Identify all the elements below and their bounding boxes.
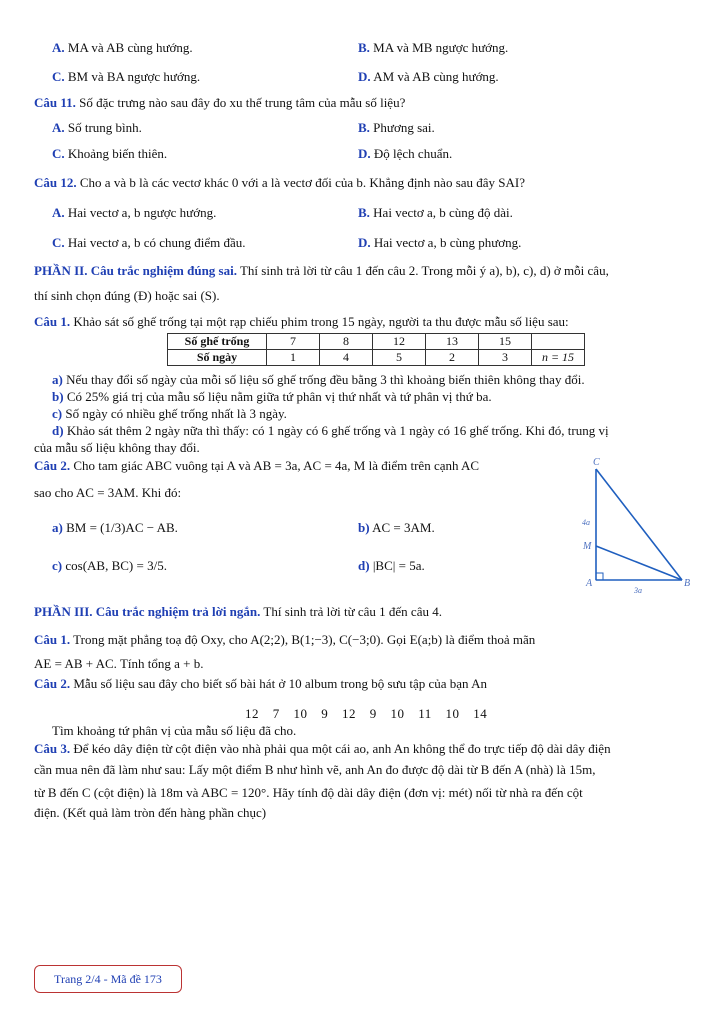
table-cell: 4 — [320, 350, 373, 366]
frequency-table — [167, 333, 585, 366]
page-footer: Trang 2/4 - Mã đề 173 — [34, 965, 182, 993]
statement-text: Có 25% giá trị của mẫu số liệu nằm giữa tứ phân vị thứ nhất và tứ phân vị thứ ba. — [66, 389, 492, 404]
triangle-figure — [578, 455, 703, 597]
p2q2-statement-c — [52, 558, 167, 574]
question-label: Câu 2. — [34, 676, 71, 691]
vertex-c-label: C — [593, 457, 600, 468]
option-label: D. — [358, 235, 371, 250]
option-text: BM và BA ngược hướng. — [67, 69, 201, 84]
q10-option-d — [358, 69, 499, 85]
question-text: Cho a và b là các vectơ khác 0 với a là vectơ đối của b. Khẳng định nào sau đây SAI? — [79, 175, 526, 190]
statement-label: b) — [52, 389, 64, 404]
p2q2-statement-a — [52, 520, 178, 536]
question-text: Khảo sát số ghế trống tại một rạp chiếu phim trong 15 ngày, người ta thu được mẫu số liệu sau: — [73, 314, 569, 329]
statement-text: Nếu thay đổi số ngày của mỗi số liệu số ghế trống đều bằng 3 thì khoảng biến thiên không thay đổi. — [66, 372, 585, 387]
question-label: Câu 3. — [34, 741, 71, 756]
statement-text: AC = 3AM. — [372, 520, 435, 535]
table-header-cell: Số ghế trống — [168, 334, 267, 350]
p3q3-line-3: từ B đến C (cột điện) là 18m và ABC = 120°. Hãy tính độ dài dây điện (đơn vị: mét) nối từ nhà ra đến cột — [34, 785, 583, 800]
statement-label: c) — [52, 558, 63, 573]
option-text: Hai vectơ a, b có chung điểm đầu. — [67, 235, 246, 250]
table-cell: 8 — [320, 334, 373, 350]
p3q3-line-4: điện. (Kết quả làm tròn đến hàng phần chục) — [34, 805, 267, 820]
q11-option-d — [358, 146, 452, 162]
vertex-b-label: B — [684, 578, 691, 589]
statement-text: cos(AB, BC) = 3/5. — [65, 558, 167, 573]
vertex-m-label: M — [583, 541, 592, 552]
p2q1-stem — [34, 314, 705, 330]
option-label: B. — [358, 40, 370, 55]
section-intro: Thí sinh trả lời từ câu 1 đến câu 4. — [263, 604, 442, 619]
option-label: D. — [358, 69, 371, 84]
p2q1-statement-d — [52, 423, 609, 439]
q10-option-c — [52, 69, 200, 85]
vertex-a-label: A — [586, 578, 593, 589]
section-title: PHẦN III. Câu trắc nghiệm trả lời ngắn. — [34, 604, 261, 619]
q12-stem — [34, 175, 705, 191]
option-text: Độ lệch chuẩn. — [373, 146, 453, 161]
statement-label: a) — [52, 372, 63, 387]
table-cell — [532, 334, 585, 350]
q12-option-b — [358, 205, 513, 221]
question-label: Câu 1. — [34, 314, 71, 329]
question-text: Để kéo dây điện từ cột điện vào nhà phải qua một cái ao, anh An không thể đo trực tiếp độ dài dây điện — [73, 741, 611, 756]
p3q1-stem — [34, 632, 705, 648]
right-angle-mark — [596, 573, 603, 580]
p3q2-task: Tìm khoảng tứ phân vị của mẫu số liệu đã cho. — [52, 723, 297, 738]
statement-label: a) — [52, 520, 63, 535]
p3q2-stem — [34, 676, 705, 692]
q12-option-c — [52, 235, 246, 251]
option-label: B. — [358, 120, 370, 135]
q10-option-b — [358, 40, 508, 56]
option-label: D. — [358, 146, 371, 161]
table-header-cell: Số ngày — [168, 350, 267, 366]
data-sample: 12 7 10 9 12 9 10 11 10 14 — [245, 706, 488, 721]
option-label: A. — [52, 205, 65, 220]
q11-option-b — [358, 120, 435, 136]
option-text: Hai vectơ a, b cùng độ dài. — [373, 205, 513, 220]
option-label: C. — [52, 235, 65, 250]
table-cell: 2 — [426, 350, 479, 366]
option-label: C. — [52, 146, 65, 161]
p2q1-statement-c — [52, 406, 287, 422]
statement-text: Số ngày có nhiều ghế trống nhất là 3 ngày. — [65, 406, 287, 421]
table-cell: 1 — [267, 350, 320, 366]
part2-heading — [34, 263, 705, 279]
q11-option-a — [52, 120, 142, 136]
part3-heading — [34, 604, 705, 620]
question-label: Câu 1. — [34, 632, 71, 647]
option-text: AM và AB cùng hướng. — [373, 69, 499, 84]
table-row — [168, 334, 585, 350]
p2q1-statement-b — [52, 389, 492, 405]
p2q2-stem-continued: sao cho AC = 3AM. Khi đó: — [34, 485, 182, 500]
table-cell: 13 — [426, 334, 479, 350]
question-label: Câu 2. — [34, 458, 71, 473]
statement-label: d) — [52, 423, 64, 438]
q10-option-a — [52, 40, 193, 56]
question-text: Mẫu số liệu sau đây cho biết số bài hát ở 10 album trong bộ sưu tập của bạn An — [73, 676, 487, 691]
option-text: MA và AB cùng hướng. — [67, 40, 193, 55]
option-text: Số trung bình. — [67, 120, 142, 135]
option-label: A. — [52, 40, 65, 55]
question-text: Số đặc trưng nào sau đây đo xu thế trung tâm của mẫu số liệu? — [79, 95, 406, 110]
option-text: Phương sai. — [373, 120, 435, 135]
table-cell: 7 — [267, 334, 320, 350]
statement-label: d) — [358, 558, 370, 573]
side-ac-length: 4a — [582, 518, 590, 527]
p2q2-statement-b — [358, 520, 435, 536]
question-label: Câu 12. — [34, 175, 77, 190]
q12-option-a — [52, 205, 216, 221]
table-cell: 3 — [479, 350, 532, 366]
table-cell: 5 — [373, 350, 426, 366]
option-text: MA và MB ngược hướng. — [373, 40, 509, 55]
table-cell: 12 — [373, 334, 426, 350]
statement-text: Khảo sát thêm 2 ngày nữa thì thấy: có 1 ngày có 6 ghế trống và 1 ngày có 16 ghế trống. Khi đó, trung vị — [66, 423, 609, 438]
p2q1-statement-a — [52, 372, 585, 388]
table-cell: n = 15 — [532, 350, 585, 366]
q11-option-c — [52, 146, 167, 162]
p3q1-stem-continued: AE = AB + AC. Tính tổng a + b. — [34, 656, 204, 671]
q12-option-d — [358, 235, 521, 251]
statement-text: |BC| = 5a. — [372, 558, 425, 573]
statement-text: BM = (1/3)AC − AB. — [66, 520, 178, 535]
table-cell: 15 — [479, 334, 532, 350]
option-label: A. — [52, 120, 65, 135]
question-text: Trong mặt phẳng toạ độ Oxy, cho A(2;2), B(1;−3), C(−3;0). Gọi E(a;b) là điểm thoả mãn — [73, 632, 536, 647]
p3q3-line-2: cần mua nên đã làm như sau: Lấy một điểm B như hình vẽ, anh An đo được độ dài từ B đến A (nhà) là 15m, — [34, 762, 596, 777]
section-intro: Thí sinh trả lời từ câu 1 đến câu 2. Trong mỗi ý a), b), c), d) ở mỗi câu, — [239, 263, 609, 278]
section-title: PHẦN II. Câu trắc nghiệm đúng sai. — [34, 263, 237, 278]
question-text: Cho tam giác ABC vuông tại A và AB = 3a, AC = 4a, M là điểm trên cạnh AC — [73, 458, 480, 473]
statement-label: b) — [358, 520, 370, 535]
option-label: C. — [52, 69, 65, 84]
p2q2-stem — [34, 458, 479, 474]
statement-label: c) — [52, 406, 63, 421]
p3q3-stem — [34, 741, 705, 757]
option-text: Hai vectơ a, b cùng phương. — [373, 235, 522, 250]
p2q2-statement-d — [358, 558, 425, 574]
question-label: Câu 11. — [34, 95, 76, 110]
p2q1-statement-d-continued: của mẫu số liệu không thay đổi. — [34, 440, 200, 455]
table-row — [168, 350, 585, 366]
part2-intro-continued: thí sinh chọn đúng (Đ) hoặc sai (S). — [34, 288, 220, 303]
side-ab-length: 3a — [634, 586, 642, 595]
option-text: Hai vectơ a, b ngược hướng. — [67, 205, 217, 220]
option-label: B. — [358, 205, 370, 220]
q11-stem — [34, 95, 705, 111]
option-text: Khoảng biến thiên. — [67, 146, 168, 161]
